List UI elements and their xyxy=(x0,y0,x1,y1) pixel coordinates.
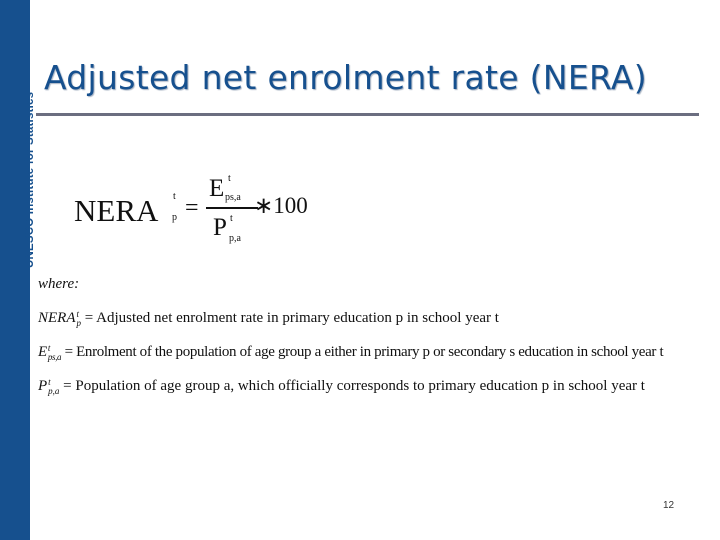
definition-nera xyxy=(38,310,499,327)
slide-title: Adjusted net enrolment rate (NERA) xyxy=(44,58,647,97)
formula-numerator-main: E xyxy=(209,175,225,202)
sidebar-vertical-label: UNESCO Institute for Statistics xyxy=(24,91,36,268)
where-label: where: xyxy=(38,276,80,292)
formula-denominator-sub: p,a xyxy=(229,233,241,244)
formula-equals: = xyxy=(185,195,199,221)
definition-symbol: Et ps,a xyxy=(38,343,62,362)
formula-lhs-sup: t xyxy=(173,191,176,202)
fraction-bar xyxy=(206,207,258,209)
definition-enrolment xyxy=(38,344,663,361)
page-number: 12 xyxy=(663,500,675,511)
formula-denominator-main: P xyxy=(213,214,227,241)
formula-lhs-sub: p xyxy=(172,212,177,223)
formula-numerator-sub: ps,a xyxy=(225,192,241,203)
formula-multiplier: ∗100 xyxy=(254,193,308,218)
definition-text: = Adjusted net enrolment rate in primary education p in school year t xyxy=(84,310,499,326)
definition-text: = Population of age group a, which officially corresponds to primary education p in school year t xyxy=(63,378,645,394)
formula-numerator-sup: t xyxy=(228,173,231,184)
definition-population xyxy=(38,378,645,395)
formula-lhs: NERA xyxy=(74,193,159,228)
definition-symbol: NERAt p xyxy=(38,309,81,328)
definition-text: = Enrolment of the population of age group a either in primary p or secondary s education in school year t xyxy=(64,344,664,360)
formula-denominator-sup: t xyxy=(230,213,233,224)
definition-symbol: Pt p,a xyxy=(38,377,60,396)
